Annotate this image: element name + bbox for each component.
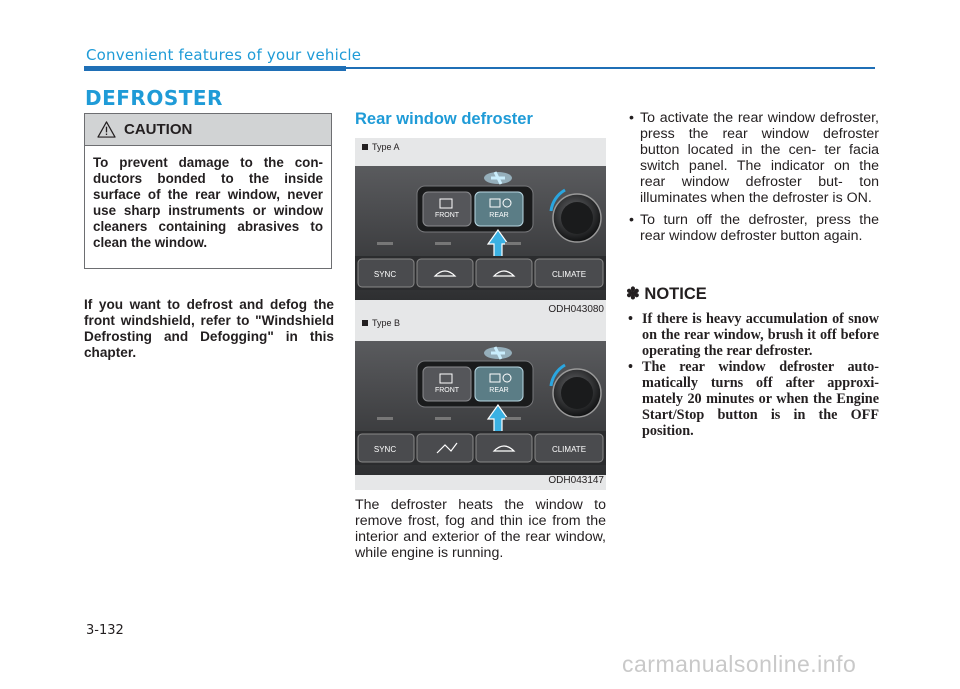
list-item: • If there is heavy accumulation of snow on the rear window, brush it off before operating the rear defroster. xyxy=(624,311,879,359)
figure-label: Type A xyxy=(362,142,400,152)
header-bar-thin xyxy=(346,67,875,69)
front-defrost-reference: If you want to defrost and defog the front windshield, refer to "Windshield Defrosting and Defogging" in this chapter. xyxy=(84,297,334,360)
svg-text:CLIMATE: CLIMATE xyxy=(551,445,587,454)
figure-type-a xyxy=(355,138,606,317)
header-title: Convenient features of your vehicle xyxy=(86,46,362,64)
section-title: DEFROSTER xyxy=(85,86,223,110)
caution-title: CAUTION xyxy=(124,121,193,138)
caution-box xyxy=(84,113,332,269)
notice-title: ✽ NOTICE xyxy=(626,285,707,303)
watermark: carmanualsonline.info xyxy=(622,651,857,677)
list-item: • To turn off the defroster, press the rear window defroster button again. xyxy=(624,212,879,244)
caution-text: To prevent damage to the con- ductors bonded to the inside surface of the rear window, never use sharp instruments or window cleaners containing abrasives to clean the window. xyxy=(93,155,323,250)
svg-text:CLIMATE: CLIMATE xyxy=(551,270,587,279)
defroster-description: The defroster heats the window to remove frost, fog and thin ice from the interior and exterior of the rear window, while engine is running. xyxy=(355,497,606,561)
svg-text:FRONT: FRONT xyxy=(434,387,460,394)
page-number: 3-132 xyxy=(86,623,124,638)
list-item: • To activate the rear window defroster, press the rear window defroster button located in the cen- ter facia switch panel. The indicator on the rear window defroster but- ton illuminates when the defroster is ON. xyxy=(624,110,879,206)
climate-panel-illustration xyxy=(355,341,606,475)
svg-text:SYNC: SYNC xyxy=(373,270,397,279)
header-bar-thick xyxy=(84,66,346,71)
caution-header xyxy=(85,114,331,146)
figure-label: Type B xyxy=(362,318,400,328)
list-item: • The rear window defroster auto- matically turns off after approxi- mately 20 minutes or when the Engine Start/Stop button is in the OFF position. xyxy=(624,359,879,439)
figure-type-b xyxy=(355,315,606,490)
instruction-list xyxy=(624,110,879,250)
warning-triangle-icon xyxy=(97,121,116,138)
svg-text:SYNC: SYNC xyxy=(373,445,397,454)
notice-list xyxy=(624,311,879,439)
svg-text:FRONT: FRONT xyxy=(434,212,460,219)
figure-code: ODH043147 xyxy=(548,475,604,486)
figure-code: ODH043080 xyxy=(548,304,604,315)
rear-defroster-title: Rear window defroster xyxy=(355,110,533,128)
climate-panel-illustration xyxy=(355,166,606,300)
svg-text:REAR: REAR xyxy=(489,387,509,394)
svg-text:REAR: REAR xyxy=(489,212,509,219)
